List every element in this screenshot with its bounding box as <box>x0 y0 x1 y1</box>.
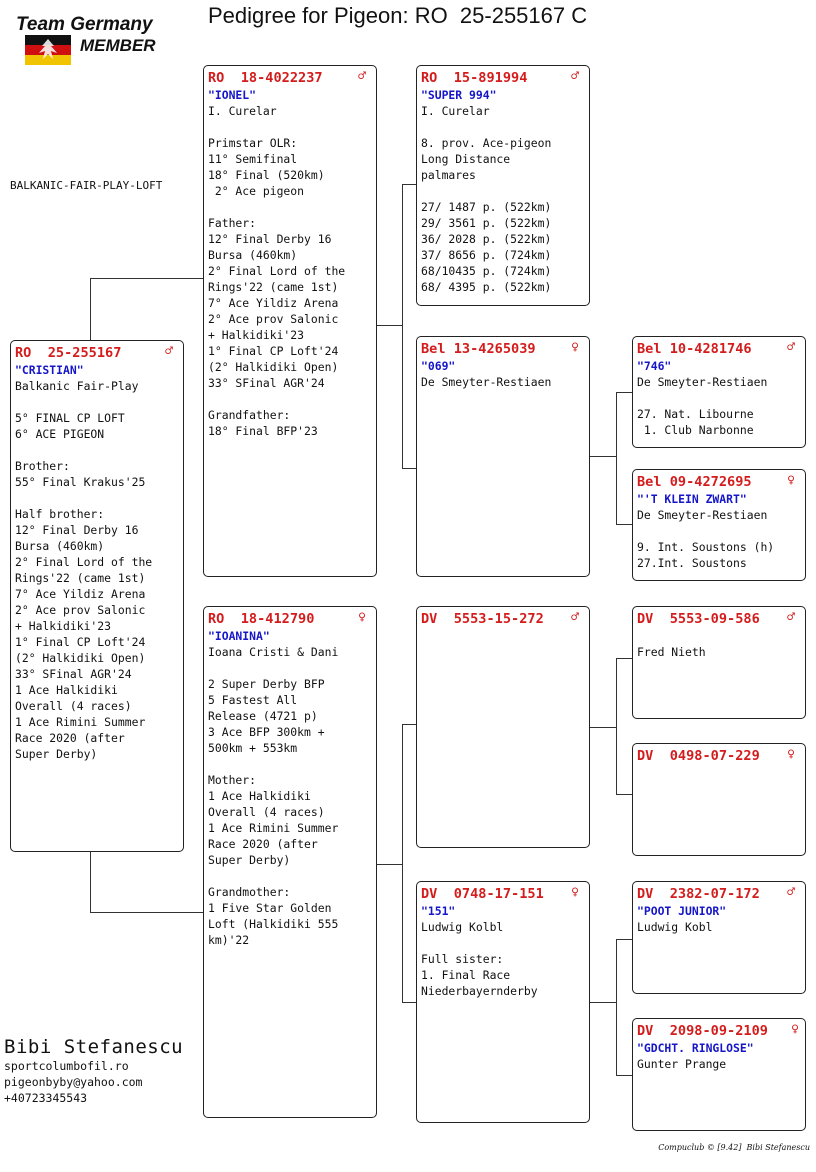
connector <box>616 939 633 940</box>
connector <box>402 184 417 185</box>
ring-number: Bel 10-4281746 <box>637 341 752 357</box>
male-icon: ♂ <box>787 885 795 900</box>
pigeon-name: "POOT JUNIOR" <box>637 904 727 918</box>
pigeon-card-sire-sire <box>416 65 590 306</box>
connector <box>616 392 633 393</box>
owner-name: Ludwig Kolbl <box>421 920 504 934</box>
ring-number: RO 15-891994 <box>421 70 528 86</box>
connector <box>402 724 417 725</box>
team-germany-badge <box>16 14 176 70</box>
female-icon: ♀ <box>571 340 579 355</box>
connector <box>589 1002 616 1003</box>
pigeon-notes: Primstar OLR: 11° Semifinal 18° Final (520km) 2° Ace pigeon Father: 12° Final Derby 16 Bursa (460km) 2° Final Lord of the Rings'22 (came 1st) 7° Ace Yildiz Arena 2° Ace prov Salonic + Halkidiki'23 1° Final CP Loft'24 (2° Halkidiki Open) 33° SFinal AGR'24 Grandfather: 18° Final BFP'23 <box>208 136 346 438</box>
pigeon-name: "069" <box>421 359 456 373</box>
female-icon: ♀ <box>787 473 795 488</box>
pigeon-card-dam-dam <box>416 881 590 1123</box>
ring-number: RO 18-4022237 <box>208 70 323 86</box>
owner-name: Ludwig Kobl <box>637 920 713 934</box>
owner-name: De Smeyter-Restiaen <box>637 508 768 522</box>
ring-number: DV 0748-17-151 <box>421 886 544 902</box>
pigeon-name: "SUPER 994" <box>421 88 497 102</box>
male-icon: ♂ <box>787 610 795 625</box>
breeder-email: pigeonbyby@yahoo.com <box>4 1075 143 1089</box>
pigeon-name: "151" <box>421 904 456 918</box>
ring-number: DV 5553-09-586 <box>637 611 760 627</box>
pigeon-name: "IOANINA" <box>208 629 270 643</box>
owner-name: I. Curelar <box>421 104 490 118</box>
female-icon: ♀ <box>571 885 579 900</box>
male-icon: ♂ <box>571 610 579 625</box>
connector <box>616 524 633 525</box>
connector <box>402 468 417 469</box>
badge-subtitle: MEMBER <box>80 36 156 55</box>
breeder-website: sportcolumbofil.ro <box>4 1059 129 1073</box>
pigeon-name: "CRISTIAN" <box>15 363 84 377</box>
connector <box>90 278 204 279</box>
connector <box>616 392 617 524</box>
connector <box>402 184 403 468</box>
pigeon-card-dd-sire <box>632 881 806 994</box>
connector <box>616 939 617 1075</box>
owner-name: Fred Nieth <box>637 645 706 659</box>
connector <box>589 456 616 457</box>
pigeon-card-dd-dam <box>632 1018 806 1131</box>
connector <box>589 727 616 728</box>
connector <box>90 278 91 340</box>
pigeon-notes: 27. Nat. Libourne 1. Club Narbonne <box>637 407 754 437</box>
owner-name: De Smeyter-Restiaen <box>421 375 552 389</box>
connector <box>376 325 402 326</box>
ring-number: Bel 13-4265039 <box>421 341 536 357</box>
pigeon-card-sire <box>203 65 377 577</box>
male-icon: ♂ <box>787 340 795 355</box>
pigeon-card-dam <box>203 606 377 1118</box>
pigeon-notes: Full sister: 1. Final Race Niederbayernderby <box>421 952 538 998</box>
page-title: Pedigree for Pigeon: RO 25-255167 C <box>208 3 588 28</box>
loft-name: BALKANIC-FAIR-PLAY-LOFT <box>10 179 163 192</box>
pigeon-card-sd-sire <box>632 336 806 448</box>
connector <box>402 724 403 1002</box>
owner-name: Gunter Prange <box>637 1057 727 1071</box>
pigeon-card-ds-sire <box>632 606 806 719</box>
ring-number: Bel 09-4272695 <box>637 474 752 490</box>
pigeon-card-subject <box>10 340 184 852</box>
connector <box>616 1075 633 1076</box>
female-icon: ♀ <box>358 610 366 625</box>
connector <box>90 912 204 913</box>
footer-credit: Compuclub © [9.42] Bibi Stefanescu <box>658 1143 810 1152</box>
pigeon-name: "'T KLEIN ZWART" <box>637 492 747 506</box>
ring-number: DV 2098-09-2109 <box>637 1023 768 1039</box>
pigeon-notes: 2 Super Derby BFP 5 Fastest All Release (4721 p) 3 Ace BFP 300km + 500km + 553km Mother: 1 Ace Halkidiki Overall (4 races) 1 Ace Rimini Summer Race 2020 (after Super Derby) Grandmother: 1 Five Star Golden Loft (Halkidiki 555 km)'22 <box>208 677 339 947</box>
connector <box>616 794 633 795</box>
breeder-contact <box>4 1036 183 1106</box>
pigeon-card-ds-dam <box>632 743 806 856</box>
ring-number: RO 18-412790 <box>208 611 315 627</box>
connector <box>616 658 633 659</box>
female-icon: ♀ <box>791 1022 799 1037</box>
pigeon-card-sd-dam <box>632 469 806 581</box>
female-icon: ♀ <box>787 747 795 762</box>
pigeon-notes: 5° FINAL CP LOFT 6° ACE PIGEON Brother: 55° Final Krakus'25 Half brother: 12° Final Derby 16 Bursa (460km) 2° Final Lord of the Rings'22 (came 1st) 7° Ace Yildiz Arena 2° Ace prov Salonic + Halkidiki'23 1° Final CP Loft'24 (2° Halkidiki Open) 33° SFinal AGR'24 1 Ace Halkidiki Overall (4 races) 1 Ace Rimini Summer Race 2020 (after Super Derby) <box>15 411 153 761</box>
male-icon: ♂ <box>358 69 366 84</box>
pigeon-name: "GDCHT. RINGLOSE" <box>637 1041 754 1055</box>
pigeon-notes: 8. prov. Ace-pigeon Long Distance palmares 27/ 1487 p. (522km) 29/ 3561 p. (522km) 36/ 2028 p. (522km) 37/ 8656 p. (724km) 68/10435 p. (724km) 68/ 4395 p. (522km) <box>421 136 552 294</box>
breeder-phone: +40723345543 <box>4 1091 88 1105</box>
badge-title: Team Germany <box>16 14 153 35</box>
ring-number: DV 2382-07-172 <box>637 886 760 902</box>
pigeon-name: "IONEL" <box>208 88 257 102</box>
owner-name: Balkanic Fair-Play <box>15 379 139 393</box>
ring-number: RO 25-255167 <box>15 345 122 361</box>
pigeon-card-dam-sire <box>416 606 590 848</box>
connector <box>402 1002 417 1003</box>
male-icon: ♂ <box>571 69 579 84</box>
male-icon: ♂ <box>165 344 173 359</box>
german-flag-icon <box>25 35 71 65</box>
pigeon-notes: 9. Int. Soustons (h) 27.Int. Soustons <box>637 540 775 570</box>
connector <box>376 864 402 865</box>
pigeon-name: "746" <box>637 359 672 373</box>
owner-name: I. Curelar <box>208 104 277 118</box>
breeder-name: Bibi Stefanescu <box>4 1036 184 1058</box>
ring-number: DV 0498-07-229 <box>637 748 760 764</box>
ring-number: DV 5553-15-272 <box>421 611 544 627</box>
connector <box>616 658 617 794</box>
connector <box>90 852 91 912</box>
pigeon-card-sire-dam <box>416 336 590 577</box>
owner-name: De Smeyter-Restiaen <box>637 375 768 389</box>
owner-name: Ioana Cristi & Dani <box>208 645 339 659</box>
